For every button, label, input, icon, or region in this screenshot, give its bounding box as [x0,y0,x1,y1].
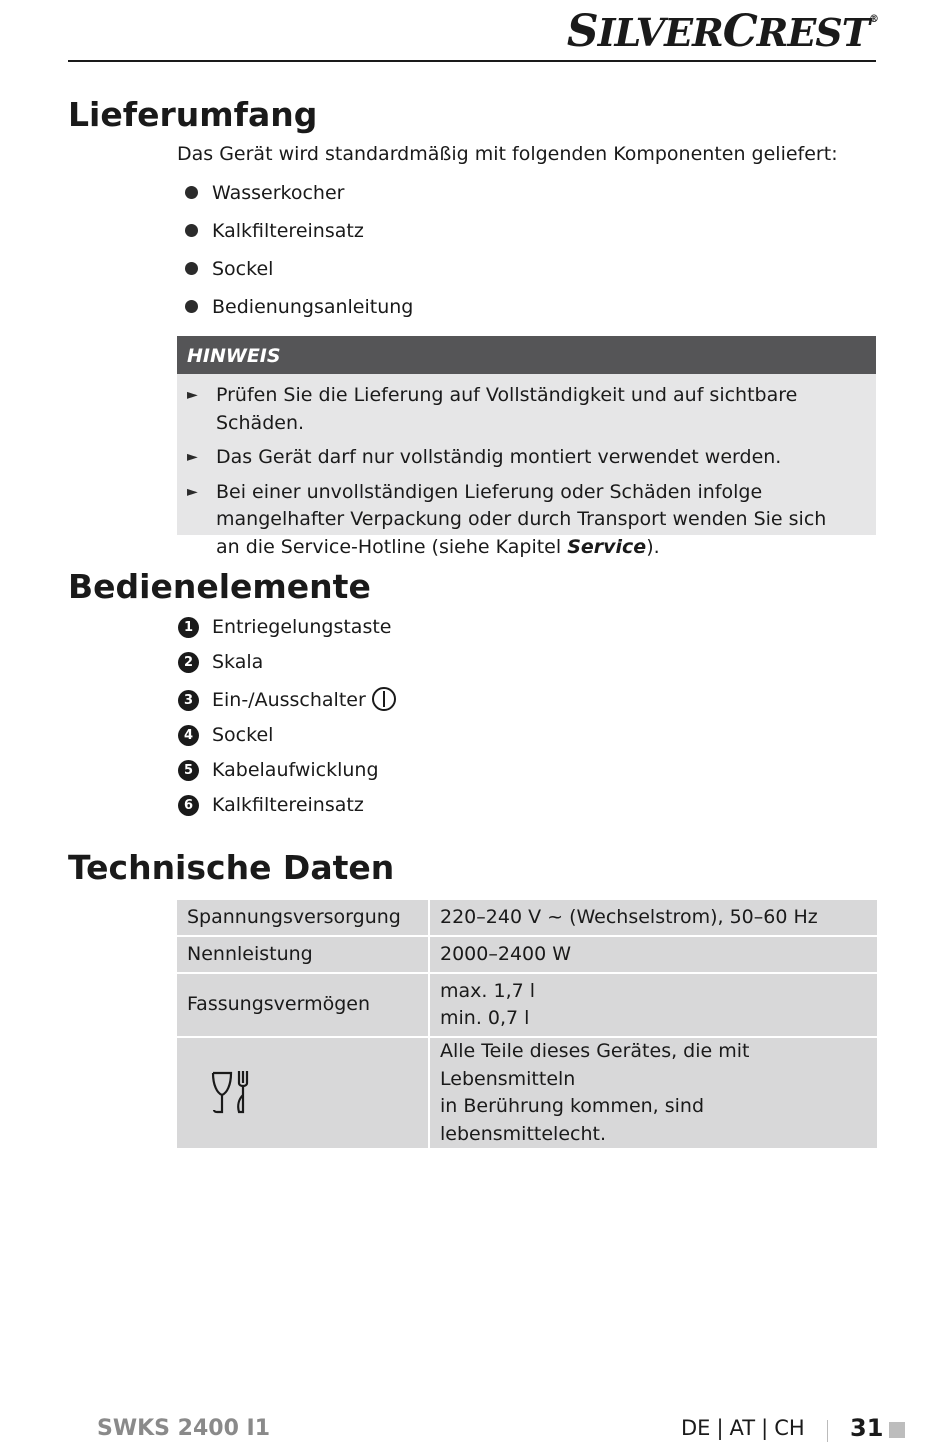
note-box [177,336,876,558]
section-title-controls: Bedienelemente [68,567,371,606]
note-list [177,374,876,561]
bullet-icon [185,262,198,275]
bullet-icon [185,300,198,313]
table-cell: 2000–2400 W [430,937,877,972]
table-cell: 220–240 V ~ (Wechselstrom), 50–60 Hz [430,900,877,935]
table-row [177,900,877,935]
section-title-delivery: Lieferumfang [68,95,318,134]
page-footer [0,1412,950,1452]
list-item: 2 Skala [177,648,396,683]
page-number: 31 [850,1414,884,1442]
footer-divider [827,1420,828,1442]
list-item: 1 Entriegelungstaste [177,613,396,648]
table-row [177,974,877,1036]
table-cell: Alle Teile dieses Gerätes, die mit Lebensmitteln in Berührung kommen, sind lebensmittelecht. [430,1038,877,1148]
service-reference: Service [567,535,647,558]
header-rule [68,60,876,62]
number-badge: 1 [178,617,199,638]
bullet-icon [185,186,198,199]
list-item: 6 Kalkfiltereinsatz [177,791,396,826]
power-icon [372,687,396,711]
section-title-tech: Technische Daten [68,848,395,887]
number-badge: 3 [178,690,199,711]
arrow-right-icon: ► [187,387,198,403]
number-badge: 6 [178,795,199,816]
list-item: 5 Kabelaufwicklung [177,756,396,791]
delivery-intro: Das Gerät wird standardmäßig mit folgenden Komponenten geliefert: [177,143,838,165]
number-badge: 4 [178,725,199,746]
table-cell: max. 1,7 l min. 0,7 l [430,974,877,1036]
note-item: ► Das Gerät darf nur vollständig montiert verwendet werden. [177,444,876,472]
table-cell: Nennleistung [177,937,430,972]
list-item: Kalkfiltereinsatz [177,218,413,256]
number-badge: 5 [178,760,199,781]
arrow-right-icon: ► [187,449,198,465]
note-item: ► Bei einer unvollständigen Lieferung oder Schäden infolge mangelhafter Verpackung oder durch Transport wenden Sie sich an die Service-Hotline (siehe Kapitel Service). [187,480,827,558]
bullet-icon [185,224,198,237]
note-heading: HINWEIS [177,336,876,374]
table-cell: Spannungsversorgung [177,900,430,935]
note-item: ► Prüfen Sie die Lieferung auf Vollständigkeit und auf sichtbare Schäden. [187,384,798,434]
arrow-right-icon: ► [187,483,198,500]
table-cell: Fassungsvermögen [177,974,430,1036]
list-item: Wasserkocher [177,180,413,218]
model-number: SWKS 2400 I1 [97,1416,271,1441]
brand-logo: SILVERCREST® [566,6,878,57]
list-item: Bedienungsanleitung [177,294,413,332]
language-codes: DE | AT | CH [681,1416,805,1440]
list-item: Sockel [177,256,413,294]
page-marker-icon [889,1422,905,1438]
table-row [177,937,877,972]
spec-table [177,898,877,1150]
food-safe-icon [199,1065,259,1121]
table-cell [177,1038,430,1148]
table-row [177,1038,877,1148]
controls-list [177,613,396,826]
list-item: 3 Ein-/Ausschalter [177,683,396,721]
number-badge: 2 [178,652,199,673]
list-item: 4 Sockel [177,721,396,756]
delivery-list [177,180,413,332]
